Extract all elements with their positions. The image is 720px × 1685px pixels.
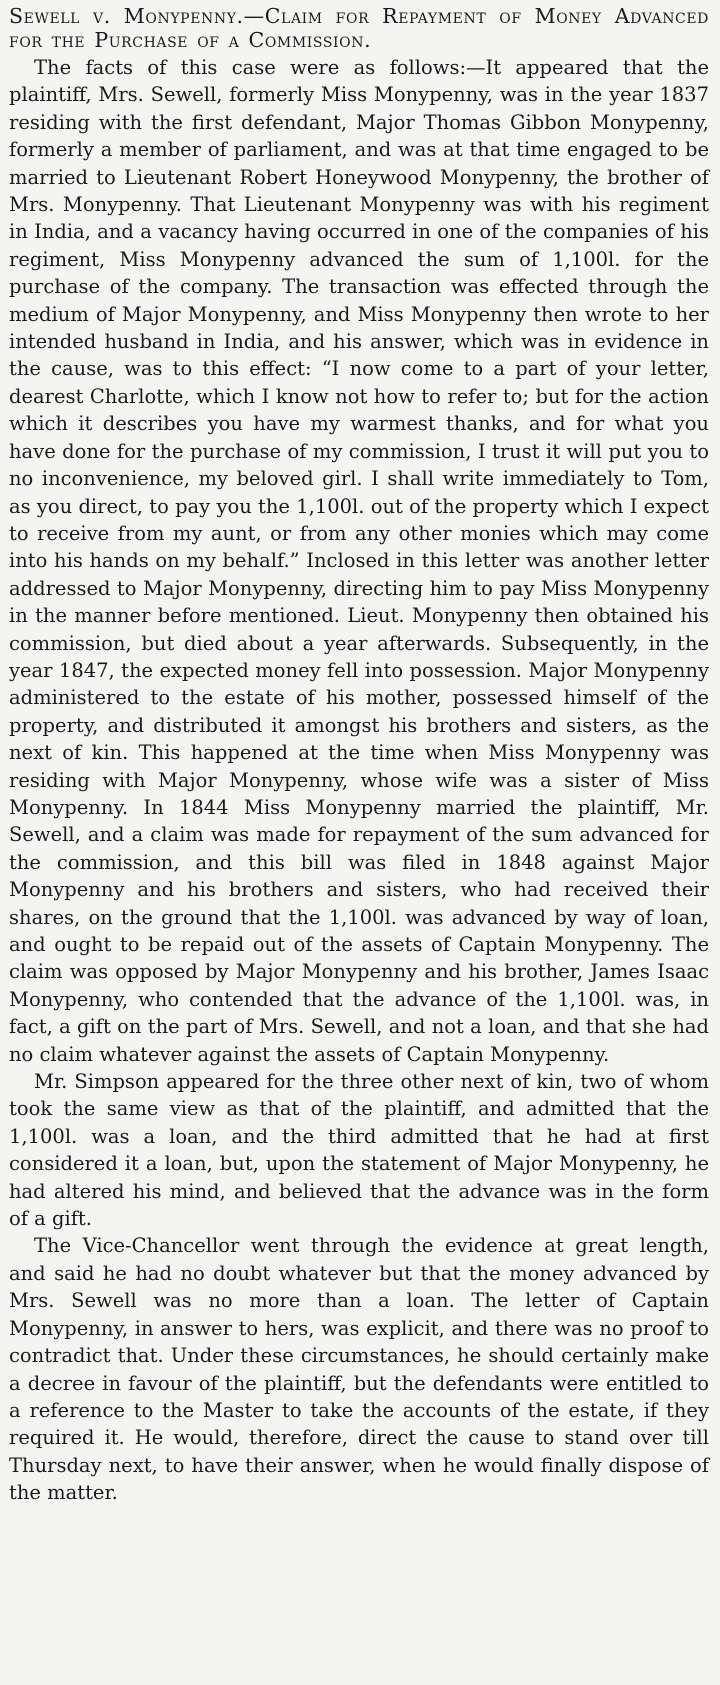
article-paragraph-facts: The facts of this case were as follows:—It appeared that the plaintiff, Mrs. Sewell, formerly Miss Monypenny, was in the year 1837 residing with the first defendant, Major Thomas Gibbon Monypenny, formerly a member of parliament, and was at that time engaged to be married to Lieutenant Robert Honeywood Monypenny, the brother of Mrs. Monypenny. That Lieutenant Monypenny was with his regiment in India, and a vacancy having occurred in one of the companies of his regiment, Miss Monypenny advanced the sum of 1,100l. for the purchase of the company. The transaction was effected through the medium of Major Monypenny, and Miss Monypenny then wrote to her intended husband in India, and his answer, which was in evidence in the cause, was to this effect: “I now come to a part of your letter, dearest Charlotte, which I know not how to refer to; but for the action which it describes you have my warmest thanks, and for what you have done for the purchase of my commission, I trust it will put you to no inconvenience, my beloved girl. I shall write immediately to Tom, as you direct, to pay you the 1,100l. out of the property which I expect to receive from my aunt, or from any other monies which may come into his hands on my behalf.” Inclosed in this letter was another letter addressed to Major Monypenny, directing him to pay Miss Monypenny in the manner before mentioned. Lieut. Monypenny then obtained his commission, but died about a year afterwards. Subsequently, in the year 1847, the expected money fell into possession. Major Monypenny administered to the estate of his mother, possessed himself of the property, and distributed it amongst his brothers and sisters, as the next of kin. This happened at the time when Miss Monypenny was residing with Major Monypenny, whose wife was a sister of Miss Monypenny. In 1844 Miss Monypenny married the plaintiff, Mr. Sewell, and a claim was made for repayment of the sum advanced for the commission, and this bill was filed in 1848 against Major Monypenny and his brothers and sisters, who had received their shares, on the ground that the 1,100l. was advanced by way of loan, and ought to be repaid out of the assets of Captain Monypenny. The claim was opposed by Major Monypenny and his brother, James Isaac Monypenny, who contended that the advance of the 1,100l. was, in fact, a gift on the part of Mrs. Sewell, and not a loan, and that she had no claim whatever against the assets of Captain Monypenny. xyxy=(9,56,709,1066)
article-paragraph-judgment: The Vice-Chancellor went through the evidence at great length, and said he had no doubt whatever but that the money advanced by Mrs. Sewell was no more than a loan. The letter of Captain Monypenny, in answer to hers, was explicit, and there was no proof to contradict that. Under these circumstances, he should certainly make a decree in favour of the plaintiff, but the defendants were entitled to a reference to the Master to take the accounts of the estate, if they required it. He would, therefore, direct the cause to stand over till Thursday next, to have their answer, when he would finally dispose of the matter. xyxy=(9,1234,709,1505)
article-paragraph-simpson: Mr. Simpson appeared for the three other next of kin, two of whom took the same view as that of the plaintiff, and admitted that the 1,100l. was a loan, and the third admitted that he had at first considered it a loan, but, upon the statement of Major Monypenny, he had altered his mind, and believed that the advance was in the form of a gift. xyxy=(9,1070,709,1231)
article-headline: Sewell v. Monypenny.—Claim for Repayment of Money Advanced for the Purchase of a Commission. xyxy=(9,4,709,52)
